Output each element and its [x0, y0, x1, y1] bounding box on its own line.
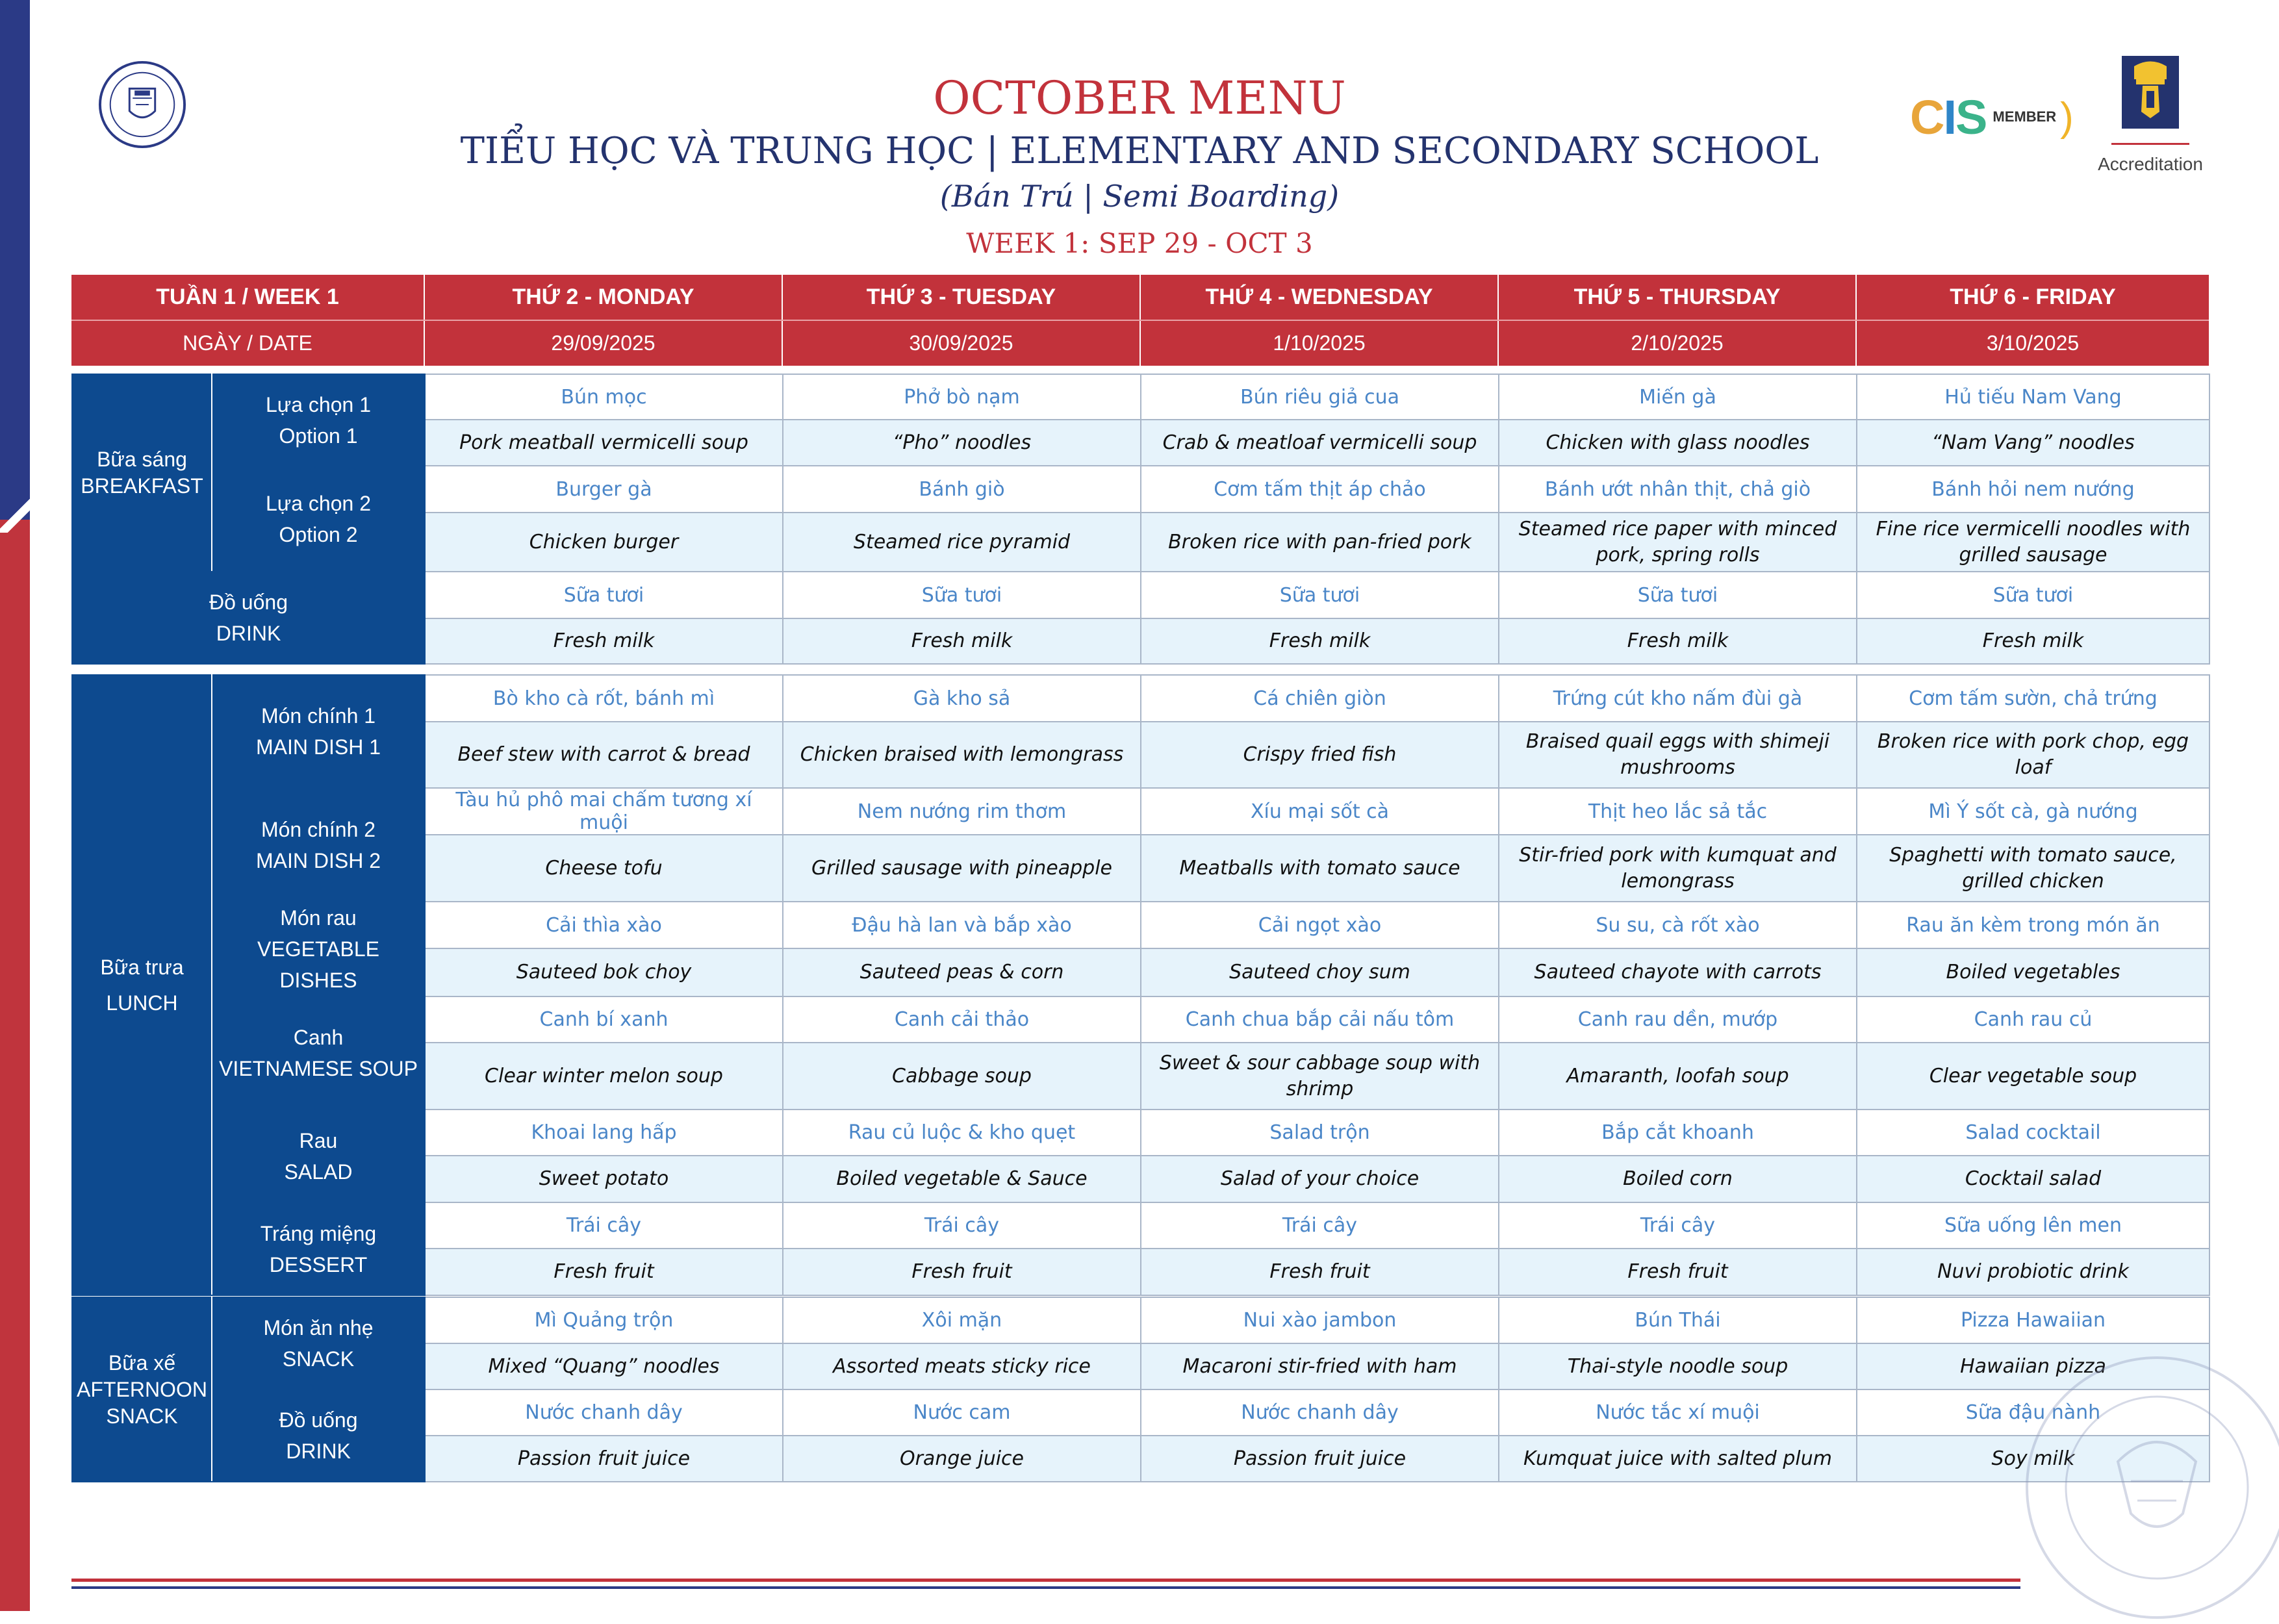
menu-cell-en: Cabbage soup — [783, 1043, 1141, 1110]
menu-cell-en: Thai-style noodle soup — [1499, 1343, 1857, 1389]
menu-cell-en: Fresh fruit — [1141, 1249, 1499, 1295]
menu-cell-vi: Nui xào jambon — [1141, 1297, 1499, 1343]
menu-cell-vi: Nước tắc xí muội — [1499, 1389, 1857, 1436]
option2-label-vi: Lựa chọn 2 — [266, 491, 371, 515]
page-title: OCTOBER MENU — [933, 71, 1346, 125]
menu-cell-vi: Mì Quảng trộn — [425, 1297, 783, 1343]
menu-cell-en: Steamed rice pyramid — [783, 513, 1141, 572]
row-label-vi: Món chính 1 — [261, 704, 376, 728]
menu-cell-en: Broken rice with pan-fried pork — [1141, 513, 1499, 572]
vietnamese-soup-label — [212, 996, 425, 1110]
menu-cell-vi: Salad trộn — [1141, 1110, 1499, 1156]
menu-cell-en: Salad of your choice — [1141, 1156, 1499, 1202]
menu-cell-vi: Đậu hà lan và bắp xào — [783, 902, 1141, 948]
menu-cell-vi: Rau củ luộc & kho quẹt — [783, 1110, 1141, 1156]
menu-cell-vi: Sữa tươi — [1857, 572, 2209, 618]
menu-cell-en: Pork meatball vermicelli soup — [425, 420, 783, 466]
cis-paren-icon: ) — [2060, 94, 2074, 140]
menu-cell-en: Passion fruit juice — [1141, 1436, 1499, 1482]
menu-cell-vi: Salad cocktail — [1857, 1110, 2209, 1156]
page-subtitle: TIỂU HỌC VÀ TRUNG HỌC | ELEMENTARY AND SECONDARY SCHOOL — [460, 130, 1819, 172]
menu-cell-en: Clear winter melon soup — [425, 1043, 783, 1110]
footer-red-line — [71, 1579, 2020, 1582]
menu-cell-vi: Phở bò nạm — [783, 374, 1141, 420]
menu-cell-vi: Xôi mặn — [783, 1297, 1141, 1343]
vegetable-dishes-label — [212, 902, 425, 996]
lunch-dessert-vi-row — [72, 1202, 2209, 1249]
menu-cell-en: Beef stew with carrot & bread — [425, 722, 783, 788]
menu-cell-en: Sauteed choy sum — [1141, 948, 1499, 996]
boarding-label: (Bán Trú | Semi Boarding) — [939, 179, 1340, 214]
main-dish-1-label — [212, 675, 425, 788]
menu-cell-en: Mixed “Quang” noodles — [425, 1343, 783, 1389]
menu-cell-vi: Canh bí xanh — [425, 996, 783, 1043]
option1-label-vi: Lựa chọn 1 — [266, 392, 371, 416]
menu-cell-vi: Nem nướng rim thơm — [783, 788, 1141, 835]
menu-cell-vi: Su su, cà rốt xào — [1499, 902, 1857, 948]
menu-cell-en: Braised quail eggs with shimeji mushrooms — [1499, 722, 1857, 788]
menu-cell-vi: Sữa đậu nành — [1857, 1389, 2209, 1436]
menu-cell-vi: Trái cây — [1499, 1202, 1857, 1249]
menu-cell-en: Clear vegetable soup — [1857, 1043, 2209, 1110]
breakfast-option1-vi-row — [72, 374, 2209, 420]
menu-cell-en: Fine rice vermicelli noodles with grilled sausage — [1857, 513, 2209, 572]
menu-cell-en: Assorted meats sticky rice — [783, 1343, 1141, 1389]
menu-cell-vi: Trái cây — [783, 1202, 1141, 1249]
date-thursday: 2/10/2025 — [1498, 320, 1856, 366]
menu-cell-vi: Nước chanh dây — [1141, 1389, 1499, 1436]
breakfast-drink-vi-row — [72, 572, 2209, 618]
menu-cell-en: Cocktail salad — [1857, 1156, 2209, 1202]
breakfast-label-en: BREAKFAST — [81, 474, 203, 498]
menu-cell-vi: Mì Ý sốt cà, gà nướng — [1857, 788, 2209, 835]
salad-label — [212, 1110, 425, 1202]
lunch-label-vi: Bữa trưa — [100, 955, 184, 979]
menu-cell-en: Boiled vegetables — [1857, 948, 2209, 996]
lunch-salad-vi-row — [72, 1110, 2209, 1156]
menu-cell-vi: Nước chanh dây — [425, 1389, 783, 1436]
menu-cell-en: Chicken braised with lemongrass — [783, 722, 1141, 788]
menu-cell-vi: Tàu hủ phô mai chấm tương xí muội — [425, 788, 783, 835]
breakfast-section — [71, 374, 2210, 665]
week-header-cell: TUẦN 1 / WEEK 1 — [71, 275, 424, 320]
menu-cell-vi: Bánh ướt nhân thịt, chả giò — [1499, 466, 1857, 513]
menu-cell-vi: Sữa tươi — [1141, 572, 1499, 618]
breakfast-drink-label — [72, 572, 425, 664]
day-header-wednesday: THỨ 4 - WEDNESDAY — [1140, 275, 1498, 320]
menu-cell-en: Boiled vegetable & Sauce — [783, 1156, 1141, 1202]
snack-label-vi: Bữa xế — [108, 1351, 176, 1375]
menu-cell-en: Spaghetti with tomato sauce, grilled chicken — [1857, 835, 2209, 902]
lunch-section — [71, 674, 2210, 1296]
menu-cell-en: Sauteed bok choy — [425, 948, 783, 996]
lunch-soup-vi-row — [72, 996, 2209, 1043]
row-label-en: SNACK — [282, 1347, 355, 1371]
option1-label-en: Option 1 — [279, 424, 358, 448]
menu-cell-en: Sauteed peas & corn — [783, 948, 1141, 996]
cis-member-logo — [1910, 90, 2074, 144]
stripe-accent — [0, 494, 39, 533]
option2-label — [212, 466, 425, 572]
menu-cell-vi: Bò kho cà rốt, bánh mì — [425, 675, 783, 722]
menu-cell-en: Meatballs with tomato sauce — [1141, 835, 1499, 902]
footer-blue-line — [71, 1586, 2020, 1589]
menu-cell-en: Fresh fruit — [783, 1249, 1141, 1295]
menu-cell-en: Soy milk — [1857, 1436, 2209, 1482]
menu-cell-vi: Cải thìa xào — [425, 902, 783, 948]
menu-cell-vi: Thịt heo lắc sả tắc — [1499, 788, 1857, 835]
menu-cell-en: Chicken burger — [425, 513, 783, 572]
menu-cell-vi: Bánh giò — [783, 466, 1141, 513]
row-label-en: VIETNAMESE SOUP — [219, 1057, 418, 1080]
menu-cell-en: Cheese tofu — [425, 835, 783, 902]
menu-cell-en: Stir-fried pork with kumquat and lemongrass — [1499, 835, 1857, 902]
menu-cell-vi: Cơm tấm sườn, chả trứng — [1857, 675, 2209, 722]
menu-cell-en: Hawaiian pizza — [1857, 1343, 2209, 1389]
menu-cell-vi: Canh chua bắp cải nấu tôm — [1141, 996, 1499, 1043]
row-label-vi: Canh — [293, 1026, 344, 1049]
menu-cell-vi: Sữa uống lên men — [1857, 1202, 2209, 1249]
date-header-row — [71, 320, 2209, 366]
date-wednesday: 1/10/2025 — [1140, 320, 1498, 366]
week-label: WEEK 1: SEP 29 - OCT 3 — [966, 227, 1313, 259]
row-label-en: VEGETABLE DISHES — [257, 937, 379, 992]
accreditation-block — [2079, 53, 2222, 175]
day-header-tuesday: THỨ 3 - TUESDAY — [782, 275, 1140, 320]
snack-label-en1: AFTERNOON — [77, 1377, 207, 1401]
row-label-en: DRINK — [286, 1440, 351, 1463]
date-friday: 3/10/2025 — [1856, 320, 2209, 366]
menu-cell-en: Crab & meatloaf vermicelli soup — [1141, 420, 1499, 466]
menu-cell-en: Sauteed chayote with carrots — [1499, 948, 1857, 996]
menu-cell-en: Fresh fruit — [1499, 1249, 1857, 1295]
menu-cell-en: Fresh milk — [1141, 618, 1499, 664]
option2-label-en: Option 2 — [279, 522, 358, 546]
drink-label-vi: Đồ uống — [209, 590, 288, 614]
day-header-thursday: THỨ 5 - THURSDAY — [1498, 275, 1856, 320]
breakfast-label-vi: Bữa sáng — [97, 448, 187, 471]
row-label-en: MAIN DISH 1 — [255, 735, 381, 759]
main-dish-2-label — [212, 788, 425, 902]
menu-cell-en: “Pho” noodles — [783, 420, 1141, 466]
left-red-stripe — [0, 520, 30, 1611]
menu-cell-vi: Nước cam — [783, 1389, 1141, 1436]
lunch-label-en: LUNCH — [106, 991, 178, 1015]
day-header-row — [71, 275, 2209, 320]
dessert-label — [212, 1202, 425, 1295]
menu-cell-vi: Cá chiên giòn — [1141, 675, 1499, 722]
afternoon-snack-label — [72, 1297, 212, 1482]
menu-cell-vi: Canh rau dền, mướp — [1499, 996, 1857, 1043]
row-label-vi: Đồ uống — [279, 1408, 358, 1432]
menu-cell-en: Macaroni stir-fried with ham — [1141, 1343, 1499, 1389]
menu-cell-vi: Bắp cắt khoanh — [1499, 1110, 1857, 1156]
snack-drink-vi-row — [72, 1389, 2209, 1436]
accreditation-divider — [2111, 143, 2189, 145]
menu-cell-vi: Bún riêu giả cua — [1141, 374, 1499, 420]
menu-cell-en: Fresh milk — [1499, 618, 1857, 664]
menu-cell-vi: Pizza Hawaiian — [1857, 1297, 2209, 1343]
menu-cell-vi: Khoai lang hấp — [425, 1110, 783, 1156]
lunch-main1-vi-row — [72, 675, 2209, 722]
snack-drink-label — [212, 1389, 425, 1482]
menu-cell-en: Broken rice with pork chop, egg loaf — [1857, 722, 2209, 788]
menu-cell-en: Fresh milk — [1857, 618, 2209, 664]
menu-cell-en: Nuvi probiotic drink — [1857, 1249, 2209, 1295]
menu-cell-vi: Xíu mại sốt cà — [1141, 788, 1499, 835]
menu-cell-vi: Bún Thái — [1499, 1297, 1857, 1343]
menu-cell-en: Grilled sausage with pineapple — [783, 835, 1141, 902]
row-label-en: DESSERT — [269, 1252, 368, 1276]
row-label-en: MAIN DISH 2 — [255, 848, 381, 872]
breakfast-option2-vi-row — [72, 466, 2209, 513]
row-label-vi: Món chính 2 — [261, 817, 376, 841]
menu-cell-en: Chicken with glass noodles — [1499, 420, 1857, 466]
menu-cell-vi: Canh rau củ — [1857, 996, 2209, 1043]
date-header-cell: NGÀY / DATE — [71, 320, 424, 366]
row-label-en: SALAD — [284, 1160, 353, 1184]
menu-cell-en: “Nam Vang” noodles — [1857, 420, 2209, 466]
menu-cell-vi: Gà kho sả — [783, 675, 1141, 722]
afternoon-snack-section — [71, 1297, 2210, 1482]
menu-cell-en: Sweet potato — [425, 1156, 783, 1202]
snack-vi-row — [72, 1297, 2209, 1343]
menu-cell-en: Crispy fried fish — [1141, 722, 1499, 788]
menu-cell-vi: Miến gà — [1499, 374, 1857, 420]
menu-cell-en: Boiled corn — [1499, 1156, 1857, 1202]
eagle-seal-watermark-icon — [2020, 1351, 2279, 1624]
menu-cell-en: Fresh milk — [425, 618, 783, 664]
menu-cell-en: Fresh milk — [783, 618, 1141, 664]
day-header-friday: THỨ 6 - FRIDAY — [1856, 275, 2209, 320]
row-label-vi: Món rau — [280, 906, 357, 930]
menu-header-table — [71, 275, 2209, 366]
menu-cell-vi: Hủ tiếu Nam Vang — [1857, 374, 2209, 420]
menu-cell-en: Fresh fruit — [425, 1249, 783, 1295]
menu-cell-vi: Canh cải thảo — [783, 996, 1141, 1043]
breakfast-label — [72, 374, 212, 572]
option1-label — [212, 374, 425, 466]
menu-cell-vi: Cải ngọt xào — [1141, 902, 1499, 948]
menu-cell-en: Kumquat juice with salted plum — [1499, 1436, 1857, 1482]
menu-cell-en: Sweet & sour cabbage soup with shrimp — [1141, 1043, 1499, 1110]
row-label-vi: Tráng miệng — [260, 1221, 377, 1245]
menu-cell-en: Passion fruit juice — [425, 1436, 783, 1482]
menu-cell-vi: Bún mọc — [425, 374, 783, 420]
menu-cell-vi: Cơm tấm thịt áp chảo — [1141, 466, 1499, 513]
snack-label — [212, 1297, 425, 1389]
menu-cell-vi: Burger gà — [425, 466, 783, 513]
menu-cell-vi: Sữa tươi — [425, 572, 783, 618]
cis-member-text: MEMBER — [1993, 108, 2057, 125]
menu-cell-vi: Trứng cút kho nấm đùi gà — [1499, 675, 1857, 722]
drink-label-en: DRINK — [216, 622, 281, 645]
menu-cell-vi: Trái cây — [1141, 1202, 1499, 1249]
date-tuesday: 30/09/2025 — [782, 320, 1140, 366]
menu-cell-vi: Bánh hỏi nem nướng — [1857, 466, 2209, 513]
lunch-main2-vi-row — [72, 788, 2209, 835]
snack-label-en2: SNACK — [106, 1404, 178, 1428]
menu-cell-en: Steamed rice paper with minced pork, spring rolls — [1499, 513, 1857, 572]
lunch-veg-vi-row — [72, 902, 2209, 948]
lunch-label — [72, 675, 212, 1295]
menu-cell-vi: Sữa tươi — [1499, 572, 1857, 618]
row-label-vi: Rau — [299, 1128, 338, 1152]
day-header-monday: THỨ 2 - MONDAY — [424, 275, 782, 320]
menu-cell-vi: Sữa tươi — [783, 572, 1141, 618]
menu-cell-en: Amaranth, loofah soup — [1499, 1043, 1857, 1110]
accreditation-text: Accreditation — [2098, 154, 2203, 174]
menu-cell-vi: Trái cây — [425, 1202, 783, 1249]
date-monday: 29/09/2025 — [424, 320, 782, 366]
menu-cell-vi: Rau ăn kèm trong món ăn — [1857, 902, 2209, 948]
trojans-badge-icon — [2118, 53, 2183, 131]
menu-cell-en: Orange juice — [783, 1436, 1141, 1482]
cis-logo-mark: CIS — [1910, 90, 1987, 144]
row-label-vi: Món ăn nhẹ — [263, 1316, 374, 1339]
